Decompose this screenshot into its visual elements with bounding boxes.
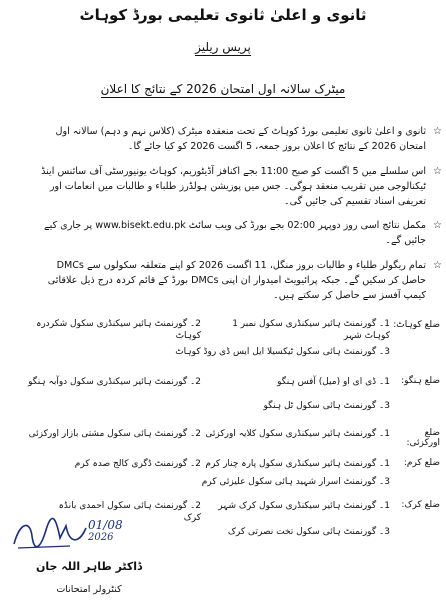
paragraph-text: اس سلسلے میں 5 اگست کو صبح 11:00 بجے اکنافز آڈیٹوریم، کوہاٹ یونیورسٹی آف سائنس اینڈ ٹیکنالوجی میں تقریب منعقد ہوگی۔ جس میں پوزیشن ہولڈرز طلباء و طالبات میں انعامات اور تعریفی اسناد تقسیم کی جائیں گی۔ [41,166,426,207]
list-item: 2۔ گورنمنٹ ہائی سکول مشتی بازار اورکزئی [28,429,201,439]
signatory-title: کنٹرولر امتحانات [56,584,122,595]
signature-date: 01/08 2026 [88,518,123,543]
press-release-heading [0,40,446,56]
list-item: 3۔ گورنمنٹ ہائی سکول ٹل ہنگو [263,401,390,411]
board-title: ثانوی و اعلیٰ ثانوی تعلیمی بورڈ کوہاٹ [79,6,367,24]
list-item: 1۔ گورنمنٹ ہائیر سیکنڈری سکول کلایہ اورکزئی [205,429,390,439]
district-label-kohat: ضلع کوہاٹ: [393,320,440,330]
list-item: 3۔ گورنمنٹ اسرار شہید ہائی سکول علیزئی کرم [201,477,390,487]
district-label-kurram: ضلع کرم: [403,458,440,468]
paragraph-text: تمام ریگولر طلباء و طالبات بروز منگل، 11 اگست 2026 کو اپنے متعلقہ سکولوں سے DMCs حاصل کر سکیں گے۔ جبکہ پرائیویٹ امیدوار ان اپنی DMCs بورڈ کے قائم کردہ درج ذیل علاقائی کیمپ آفسز سے حاصل کر سکتے ہیں۔ [47,260,426,301]
paragraph-announcement-date [30,124,442,154]
list-item: 2۔ گورنمنٹ ہائیر سیکنڈری سکول شکردرہ کوہاٹ [36,319,201,341]
press-release-label: پریس ریلیز [195,40,251,54]
district-label-hangu: ضلع ہنگو: [401,376,440,386]
star-bullet-icon: ☆ [433,260,442,271]
list-item: 2۔ گورنمنٹ ڈگری کالج صدہ کرم [74,459,201,469]
star-bullet-icon: ☆ [433,220,442,231]
paragraph-website [30,218,442,248]
list-item: 1۔ گورنمنٹ ہائیر سیکنڈری سکول نمبر 1 کوہاٹ شہر [232,319,390,341]
list-item: 2۔ گورنمنٹ ہائی سکول احمدی بانڈہ کرک [58,501,201,523]
handwritten-signature [10,516,90,554]
list-item: 2۔ گورنمنٹ ہائیر سیکنڈری سکول دوآبہ ہنگو [28,377,201,387]
paragraph-ceremony [30,164,442,209]
list-item: 1۔ ڈی ای او (میل) آفس ہنگو [277,377,390,387]
signatory-name: ڈاکٹر طاہر اللہ جان [36,560,142,573]
announcement-label: میٹرک سالانہ اول امتحان 2026 کے نتائج کا اعلان [100,82,346,96]
district-label-orakzai: ضلع اورکزئی: [406,428,440,448]
paragraph-dmcs [30,258,442,303]
star-bullet-icon: ☆ [433,126,442,137]
list-item: 3۔ گورنمنٹ ہائی سکول ٹیکسیلا ایل ایس ڈی روڈ کوہاٹ [175,347,390,357]
announcement-heading [0,82,446,98]
star-bullet-icon: ☆ [433,166,442,177]
district-label-karak: ضلع کرک: [401,500,440,510]
list-item: 1۔ گورنمنٹ ہائیر سیکنڈری سکول کرک شہر [218,501,390,511]
paragraph-text: مکمل نتائج اسی روز دوپہر 02:00 بجے بورڈ کی ویب سائٹ www.bisekt.edu.pk پر جاری کیے جائیں گے۔ [44,220,426,246]
list-item: 1۔ گورنمنٹ ہائیر سیکنڈری سکول پارہ چنار کرم [205,459,390,469]
paragraph-text: ثانوی و اعلیٰ ثانوی تعلیمی بورڈ کوہاٹ کے تحت منعقدہ میٹرک (کلاس نہم و دہم) سالانہ اول امتحان 2026 کے نتائج کا اعلان بروز جمعہ، 5 اگست 2026 کو کیا جائے گا۔ [55,126,426,152]
list-item: 3۔ گورنمنٹ ہائی سکول تخت نصرتی کرک [227,527,390,537]
